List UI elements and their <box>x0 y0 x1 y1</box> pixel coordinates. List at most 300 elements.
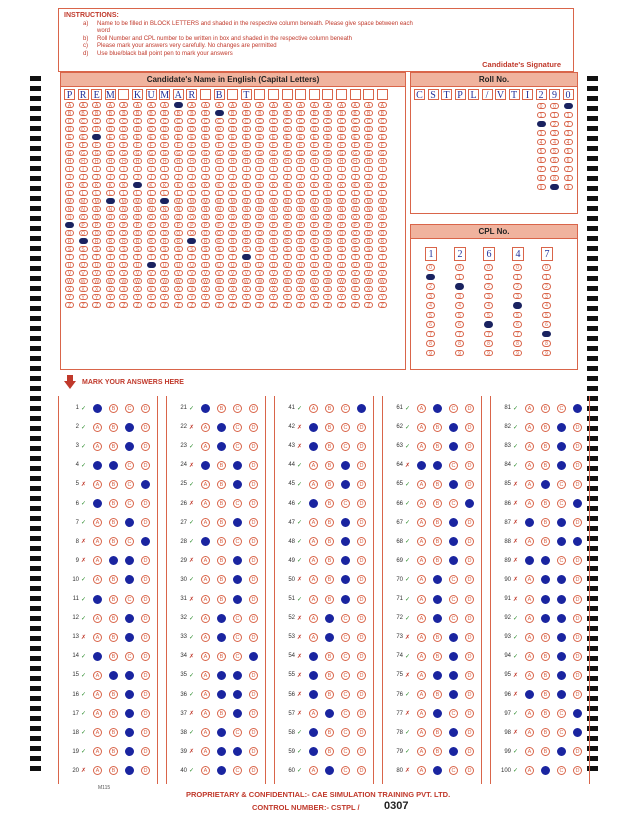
name-bubble[interactable]: F <box>255 142 264 149</box>
option-bubble[interactable]: A <box>309 652 318 661</box>
name-bubble[interactable]: N <box>296 206 305 213</box>
name-bubble[interactable]: K <box>187 182 196 189</box>
cpl-digit-bubble[interactable]: 4 <box>542 302 551 309</box>
name-bubble[interactable]: I <box>79 166 88 173</box>
option-bubble[interactable]: D <box>249 690 258 699</box>
name-bubble[interactable]: O <box>337 214 346 221</box>
name-bubble[interactable]: R <box>215 238 224 245</box>
name-bubble[interactable]: P <box>160 222 169 229</box>
option-bubble[interactable]: A <box>201 442 210 451</box>
name-bubble[interactable]: W <box>79 278 88 285</box>
name-bubble[interactable]: V <box>79 270 88 277</box>
cpl-digit-box[interactable]: 7 <box>541 247 553 261</box>
name-bubble[interactable]: Y <box>187 294 196 301</box>
name-bubble[interactable]: M <box>337 198 346 205</box>
name-bubble[interactable]: Q <box>174 230 183 237</box>
roll-char-box[interactable]: 2 <box>536 89 547 100</box>
name-bubble[interactable]: W <box>106 278 115 285</box>
name-bubble[interactable]: E <box>160 134 169 141</box>
name-bubble[interactable]: O <box>215 214 224 221</box>
name-bubble[interactable]: A <box>174 102 183 109</box>
roll-digit-bubble[interactable]: 0 <box>564 103 573 110</box>
cpl-digit-bubble[interactable]: 7 <box>513 331 522 338</box>
option-bubble[interactable]: A <box>201 499 210 508</box>
name-bubble[interactable]: W <box>133 278 142 285</box>
option-bubble[interactable]: B <box>433 537 442 546</box>
option-bubble[interactable]: B <box>541 747 550 756</box>
cpl-digit-bubble[interactable]: 2 <box>455 283 464 290</box>
option-bubble[interactable]: A <box>309 480 318 489</box>
name-bubble[interactable]: Y <box>351 294 360 301</box>
option-bubble[interactable]: C <box>125 747 134 756</box>
cpl-digit-bubble[interactable]: 1 <box>542 274 551 281</box>
option-bubble[interactable]: B <box>109 499 118 508</box>
name-bubble[interactable]: L <box>160 190 169 197</box>
option-bubble[interactable]: A <box>309 766 318 775</box>
option-bubble[interactable]: B <box>541 423 550 432</box>
name-bubble[interactable]: Z <box>296 302 305 309</box>
name-bubble[interactable]: D <box>337 126 346 133</box>
name-bubble[interactable]: I <box>160 166 169 173</box>
option-bubble[interactable]: D <box>141 518 150 527</box>
name-bubble[interactable]: K <box>269 182 278 189</box>
name-bubble[interactable]: A <box>351 102 360 109</box>
option-bubble[interactable]: C <box>449 575 458 584</box>
name-bubble[interactable]: F <box>174 142 183 149</box>
option-bubble[interactable]: B <box>217 766 226 775</box>
option-bubble[interactable]: B <box>109 537 118 546</box>
option-bubble[interactable]: A <box>417 575 426 584</box>
name-bubble[interactable]: V <box>215 270 224 277</box>
name-letter-box[interactable]: E <box>91 89 102 100</box>
option-bubble[interactable]: C <box>449 461 458 470</box>
name-bubble[interactable]: M <box>119 198 128 205</box>
name-letter-box[interactable] <box>200 89 211 100</box>
option-bubble[interactable]: D <box>357 556 366 565</box>
option-bubble[interactable]: A <box>417 461 426 470</box>
name-bubble[interactable]: C <box>119 118 128 125</box>
name-bubble[interactable]: F <box>160 142 169 149</box>
option-bubble[interactable]: B <box>325 709 334 718</box>
name-bubble[interactable]: A <box>228 102 237 109</box>
name-bubble[interactable]: D <box>160 126 169 133</box>
name-bubble[interactable]: T <box>283 254 292 261</box>
cpl-digit-box[interactable]: 2 <box>454 247 466 261</box>
name-bubble[interactable]: A <box>364 102 373 109</box>
option-bubble[interactable]: C <box>233 671 242 680</box>
name-bubble[interactable]: A <box>310 102 319 109</box>
option-bubble[interactable]: D <box>357 404 366 413</box>
name-bubble[interactable]: Q <box>119 230 128 237</box>
name-letter-box[interactable] <box>322 89 333 100</box>
name-bubble[interactable]: H <box>65 158 74 165</box>
name-bubble[interactable]: E <box>187 134 196 141</box>
option-bubble[interactable]: A <box>93 518 102 527</box>
name-bubble[interactable]: P <box>65 222 74 229</box>
name-bubble[interactable]: B <box>119 110 128 117</box>
option-bubble[interactable]: A <box>93 690 102 699</box>
name-bubble[interactable]: B <box>228 110 237 117</box>
name-bubble[interactable]: L <box>323 190 332 197</box>
option-bubble[interactable]: A <box>525 709 534 718</box>
name-bubble[interactable]: F <box>119 142 128 149</box>
name-bubble[interactable]: B <box>323 110 332 117</box>
name-bubble[interactable]: P <box>187 222 196 229</box>
option-bubble[interactable]: D <box>573 690 582 699</box>
name-bubble[interactable]: V <box>351 270 360 277</box>
name-bubble[interactable]: N <box>187 206 196 213</box>
option-bubble[interactable]: A <box>417 556 426 565</box>
name-bubble[interactable]: C <box>201 118 210 125</box>
name-bubble[interactable]: T <box>106 254 115 261</box>
name-bubble[interactable]: A <box>160 102 169 109</box>
option-bubble[interactable]: B <box>109 480 118 489</box>
name-bubble[interactable]: J <box>310 174 319 181</box>
name-bubble[interactable]: B <box>255 110 264 117</box>
name-bubble[interactable]: T <box>310 254 319 261</box>
name-bubble[interactable]: J <box>201 174 210 181</box>
name-bubble[interactable]: W <box>201 278 210 285</box>
option-bubble[interactable]: D <box>141 633 150 642</box>
name-bubble[interactable]: C <box>255 118 264 125</box>
option-bubble[interactable]: C <box>233 556 242 565</box>
option-bubble[interactable]: B <box>217 690 226 699</box>
option-bubble[interactable]: D <box>141 480 150 489</box>
option-bubble[interactable]: A <box>201 690 210 699</box>
name-bubble[interactable]: Q <box>65 230 74 237</box>
name-bubble[interactable]: T <box>215 254 224 261</box>
name-bubble[interactable]: Q <box>133 230 142 237</box>
option-bubble[interactable]: C <box>125 461 134 470</box>
name-bubble[interactable]: C <box>296 118 305 125</box>
name-bubble[interactable]: J <box>160 174 169 181</box>
option-bubble[interactable]: D <box>573 595 582 604</box>
option-bubble[interactable]: A <box>201 575 210 584</box>
option-bubble[interactable]: C <box>557 518 566 527</box>
name-bubble[interactable]: J <box>119 174 128 181</box>
option-bubble[interactable]: D <box>573 556 582 565</box>
option-bubble[interactable]: D <box>141 766 150 775</box>
name-bubble[interactable]: N <box>242 206 251 213</box>
name-bubble[interactable]: Y <box>174 294 183 301</box>
name-bubble[interactable]: Q <box>215 230 224 237</box>
roll-digit-bubble[interactable]: 8 <box>564 175 573 182</box>
cpl-digit-bubble[interactable]: 2 <box>484 283 493 290</box>
option-bubble[interactable]: D <box>141 537 150 546</box>
option-bubble[interactable]: A <box>201 766 210 775</box>
roll-digit-bubble[interactable]: 9 <box>537 184 546 191</box>
option-bubble[interactable]: A <box>525 518 534 527</box>
name-bubble[interactable]: N <box>79 206 88 213</box>
name-bubble[interactable]: I <box>92 166 101 173</box>
name-bubble[interactable]: P <box>351 222 360 229</box>
name-bubble[interactable]: Z <box>269 302 278 309</box>
name-bubble[interactable]: J <box>255 174 264 181</box>
name-bubble[interactable]: E <box>269 134 278 141</box>
name-bubble[interactable]: N <box>255 206 264 213</box>
option-bubble[interactable]: B <box>541 728 550 737</box>
name-bubble[interactable]: B <box>106 110 115 117</box>
option-bubble[interactable]: C <box>449 766 458 775</box>
name-bubble[interactable]: I <box>147 166 156 173</box>
name-bubble[interactable]: I <box>106 166 115 173</box>
option-bubble[interactable]: C <box>233 766 242 775</box>
name-letter-box[interactable]: U <box>147 90 155 101</box>
option-bubble[interactable]: C <box>233 747 242 756</box>
name-bubble[interactable]: I <box>378 166 387 173</box>
name-letter-box[interactable] <box>227 89 238 100</box>
option-bubble[interactable]: D <box>465 633 474 642</box>
name-bubble[interactable]: D <box>79 126 88 133</box>
name-bubble[interactable]: E <box>133 134 142 141</box>
name-bubble[interactable]: D <box>215 126 224 133</box>
name-bubble[interactable]: D <box>283 126 292 133</box>
cpl-digit-bubble[interactable]: 1 <box>426 274 435 281</box>
option-bubble[interactable]: A <box>525 575 534 584</box>
option-bubble[interactable]: B <box>541 480 550 489</box>
option-bubble[interactable]: C <box>341 423 350 432</box>
option-bubble[interactable]: D <box>465 766 474 775</box>
option-bubble[interactable]: A <box>417 423 426 432</box>
option-bubble[interactable]: D <box>465 575 474 584</box>
name-bubble[interactable]: C <box>228 118 237 125</box>
name-bubble[interactable]: L <box>79 190 88 197</box>
cpl-digit-bubble[interactable]: 1 <box>484 274 493 281</box>
name-bubble[interactable]: Y <box>215 294 224 301</box>
option-bubble[interactable]: C <box>341 442 350 451</box>
name-bubble[interactable]: H <box>337 158 346 165</box>
name-bubble[interactable]: N <box>337 206 346 213</box>
name-bubble[interactable]: J <box>283 174 292 181</box>
roll-char-box[interactable]: L <box>468 89 479 100</box>
name-bubble[interactable]: S <box>106 246 115 253</box>
name-bubble[interactable]: K <box>106 182 115 189</box>
option-bubble[interactable]: D <box>357 518 366 527</box>
option-bubble[interactable]: B <box>541 518 550 527</box>
option-bubble[interactable]: C <box>233 442 242 451</box>
option-bubble[interactable]: D <box>357 614 366 623</box>
option-bubble[interactable]: C <box>125 575 134 584</box>
name-bubble[interactable]: C <box>351 118 360 125</box>
name-bubble[interactable]: A <box>187 102 196 109</box>
name-bubble[interactable]: O <box>310 214 319 221</box>
cpl-digit-bubble[interactable]: 7 <box>455 331 464 338</box>
option-bubble[interactable]: A <box>309 518 318 527</box>
name-bubble[interactable]: J <box>364 174 373 181</box>
option-bubble[interactable]: C <box>125 652 134 661</box>
option-bubble[interactable]: B <box>325 556 334 565</box>
name-bubble[interactable]: C <box>79 118 88 125</box>
name-bubble[interactable]: G <box>147 150 156 157</box>
option-bubble[interactable]: B <box>433 499 442 508</box>
option-bubble[interactable]: B <box>325 423 334 432</box>
name-bubble[interactable]: Z <box>133 302 142 309</box>
option-bubble[interactable]: D <box>249 595 258 604</box>
name-bubble[interactable]: I <box>119 166 128 173</box>
name-bubble[interactable]: O <box>323 214 332 221</box>
option-bubble[interactable]: C <box>557 461 566 470</box>
option-bubble[interactable]: A <box>93 499 102 508</box>
option-bubble[interactable]: A <box>417 442 426 451</box>
option-bubble[interactable]: D <box>465 499 474 508</box>
name-bubble[interactable]: G <box>310 150 319 157</box>
name-bubble[interactable]: N <box>378 206 387 213</box>
name-bubble[interactable]: T <box>147 254 156 261</box>
name-bubble[interactable]: O <box>187 214 196 221</box>
name-bubble[interactable]: Y <box>242 294 251 301</box>
option-bubble[interactable]: D <box>141 423 150 432</box>
name-bubble[interactable]: K <box>337 182 346 189</box>
option-bubble[interactable]: C <box>449 423 458 432</box>
name-bubble[interactable]: G <box>228 150 237 157</box>
name-bubble[interactable]: M <box>187 198 196 205</box>
option-bubble[interactable]: B <box>541 537 550 546</box>
name-bubble[interactable]: F <box>228 142 237 149</box>
roll-digit-bubble[interactable]: 8 <box>537 175 546 182</box>
cpl-digit-bubble[interactable]: 9 <box>513 350 522 357</box>
name-bubble[interactable]: J <box>323 174 332 181</box>
name-bubble[interactable]: N <box>351 206 360 213</box>
name-bubble[interactable]: D <box>201 126 210 133</box>
option-bubble[interactable]: C <box>125 518 134 527</box>
name-bubble[interactable]: O <box>269 214 278 221</box>
option-bubble[interactable]: D <box>465 671 474 680</box>
cpl-digit-box[interactable]: 4 <box>512 247 524 261</box>
option-bubble[interactable]: C <box>341 480 350 489</box>
name-bubble[interactable]: O <box>378 214 387 221</box>
name-bubble[interactable]: P <box>106 222 115 229</box>
name-bubble[interactable]: I <box>269 166 278 173</box>
option-bubble[interactable]: D <box>141 499 150 508</box>
cpl-digit-bubble[interactable]: 8 <box>513 340 522 347</box>
option-bubble[interactable]: C <box>233 537 242 546</box>
name-bubble[interactable]: C <box>378 118 387 125</box>
option-bubble[interactable]: B <box>541 499 550 508</box>
name-bubble[interactable]: Q <box>106 230 115 237</box>
name-bubble[interactable]: S <box>201 246 210 253</box>
name-bubble[interactable]: J <box>187 174 196 181</box>
name-bubble[interactable]: M <box>296 198 305 205</box>
option-bubble[interactable]: B <box>541 633 550 642</box>
name-bubble[interactable]: D <box>255 126 264 133</box>
name-bubble[interactable]: B <box>378 110 387 117</box>
roll-digit-bubble[interactable]: 6 <box>564 157 573 164</box>
name-bubble[interactable]: D <box>296 126 305 133</box>
roll-digit-bubble[interactable]: 4 <box>550 139 559 146</box>
option-bubble[interactable]: D <box>357 575 366 584</box>
name-bubble[interactable]: W <box>187 278 196 285</box>
name-bubble[interactable]: Y <box>310 294 319 301</box>
option-bubble[interactable]: D <box>249 480 258 489</box>
name-bubble[interactable]: F <box>147 142 156 149</box>
name-bubble[interactable]: K <box>364 182 373 189</box>
option-bubble[interactable]: C <box>557 652 566 661</box>
name-bubble[interactable]: Q <box>283 230 292 237</box>
option-bubble[interactable]: D <box>141 747 150 756</box>
option-bubble[interactable]: A <box>93 595 102 604</box>
name-bubble[interactable]: M <box>228 198 237 205</box>
name-bubble[interactable]: G <box>160 150 169 157</box>
option-bubble[interactable]: A <box>525 595 534 604</box>
name-bubble[interactable]: P <box>228 222 237 229</box>
name-bubble[interactable]: N <box>283 206 292 213</box>
name-bubble[interactable]: U <box>283 262 292 269</box>
option-bubble[interactable]: B <box>109 633 118 642</box>
option-bubble[interactable]: D <box>573 652 582 661</box>
option-bubble[interactable]: B <box>541 766 550 775</box>
name-bubble[interactable]: W <box>174 278 183 285</box>
name-bubble[interactable]: G <box>201 150 210 157</box>
option-bubble[interactable]: D <box>357 461 366 470</box>
name-bubble[interactable]: L <box>119 190 128 197</box>
name-bubble[interactable]: N <box>133 206 142 213</box>
name-bubble[interactable]: Z <box>215 302 224 309</box>
option-bubble[interactable]: C <box>233 423 242 432</box>
option-bubble[interactable]: D <box>249 614 258 623</box>
option-bubble[interactable]: C <box>449 595 458 604</box>
name-bubble[interactable]: G <box>133 150 142 157</box>
roll-digit-bubble[interactable]: 2 <box>564 121 573 128</box>
name-bubble[interactable]: B <box>283 110 292 117</box>
name-bubble[interactable]: L <box>174 190 183 197</box>
name-bubble[interactable]: K <box>65 182 74 189</box>
name-bubble[interactable]: J <box>106 174 115 181</box>
name-letter-box[interactable]: R <box>78 89 89 100</box>
name-bubble[interactable]: H <box>174 158 183 165</box>
name-bubble[interactable]: I <box>133 166 142 173</box>
cpl-digit-bubble[interactable]: 8 <box>426 340 435 347</box>
name-bubble[interactable]: T <box>174 254 183 261</box>
option-bubble[interactable]: D <box>465 595 474 604</box>
option-bubble[interactable]: B <box>325 747 334 756</box>
option-bubble[interactable]: C <box>341 671 350 680</box>
name-bubble[interactable]: W <box>228 278 237 285</box>
name-bubble[interactable]: Z <box>201 302 210 309</box>
name-bubble[interactable]: L <box>187 190 196 197</box>
cpl-digit-bubble[interactable]: 5 <box>455 312 464 319</box>
name-bubble[interactable]: K <box>255 182 264 189</box>
roll-digit-bubble[interactable]: 3 <box>537 130 546 137</box>
name-bubble[interactable]: Z <box>364 302 373 309</box>
option-bubble[interactable]: D <box>249 652 258 661</box>
name-bubble[interactable]: A <box>92 102 101 109</box>
roll-digit-bubble[interactable]: 3 <box>550 130 559 137</box>
option-bubble[interactable]: C <box>125 556 134 565</box>
option-bubble[interactable]: D <box>465 442 474 451</box>
name-bubble[interactable]: O <box>364 214 373 221</box>
name-bubble[interactable]: F <box>106 142 115 149</box>
option-bubble[interactable]: D <box>573 575 582 584</box>
option-bubble[interactable]: B <box>541 652 550 661</box>
name-bubble[interactable]: N <box>310 206 319 213</box>
cpl-digit-bubble[interactable]: 9 <box>542 350 551 357</box>
name-bubble[interactable]: U <box>255 262 264 269</box>
option-bubble[interactable]: A <box>93 766 102 775</box>
option-bubble[interactable]: A <box>417 766 426 775</box>
option-bubble[interactable]: A <box>525 690 534 699</box>
name-bubble[interactable]: B <box>147 110 156 117</box>
name-bubble[interactable]: X <box>228 286 237 293</box>
option-bubble[interactable]: A <box>93 461 102 470</box>
option-bubble[interactable]: C <box>125 442 134 451</box>
option-bubble[interactable]: A <box>525 671 534 680</box>
cpl-digit-bubble[interactable]: 3 <box>542 293 551 300</box>
option-bubble[interactable]: D <box>357 633 366 642</box>
name-bubble[interactable]: S <box>133 246 142 253</box>
name-bubble[interactable]: B <box>187 110 196 117</box>
name-bubble[interactable]: A <box>242 102 251 109</box>
cpl-digit-bubble[interactable]: 2 <box>542 283 551 290</box>
